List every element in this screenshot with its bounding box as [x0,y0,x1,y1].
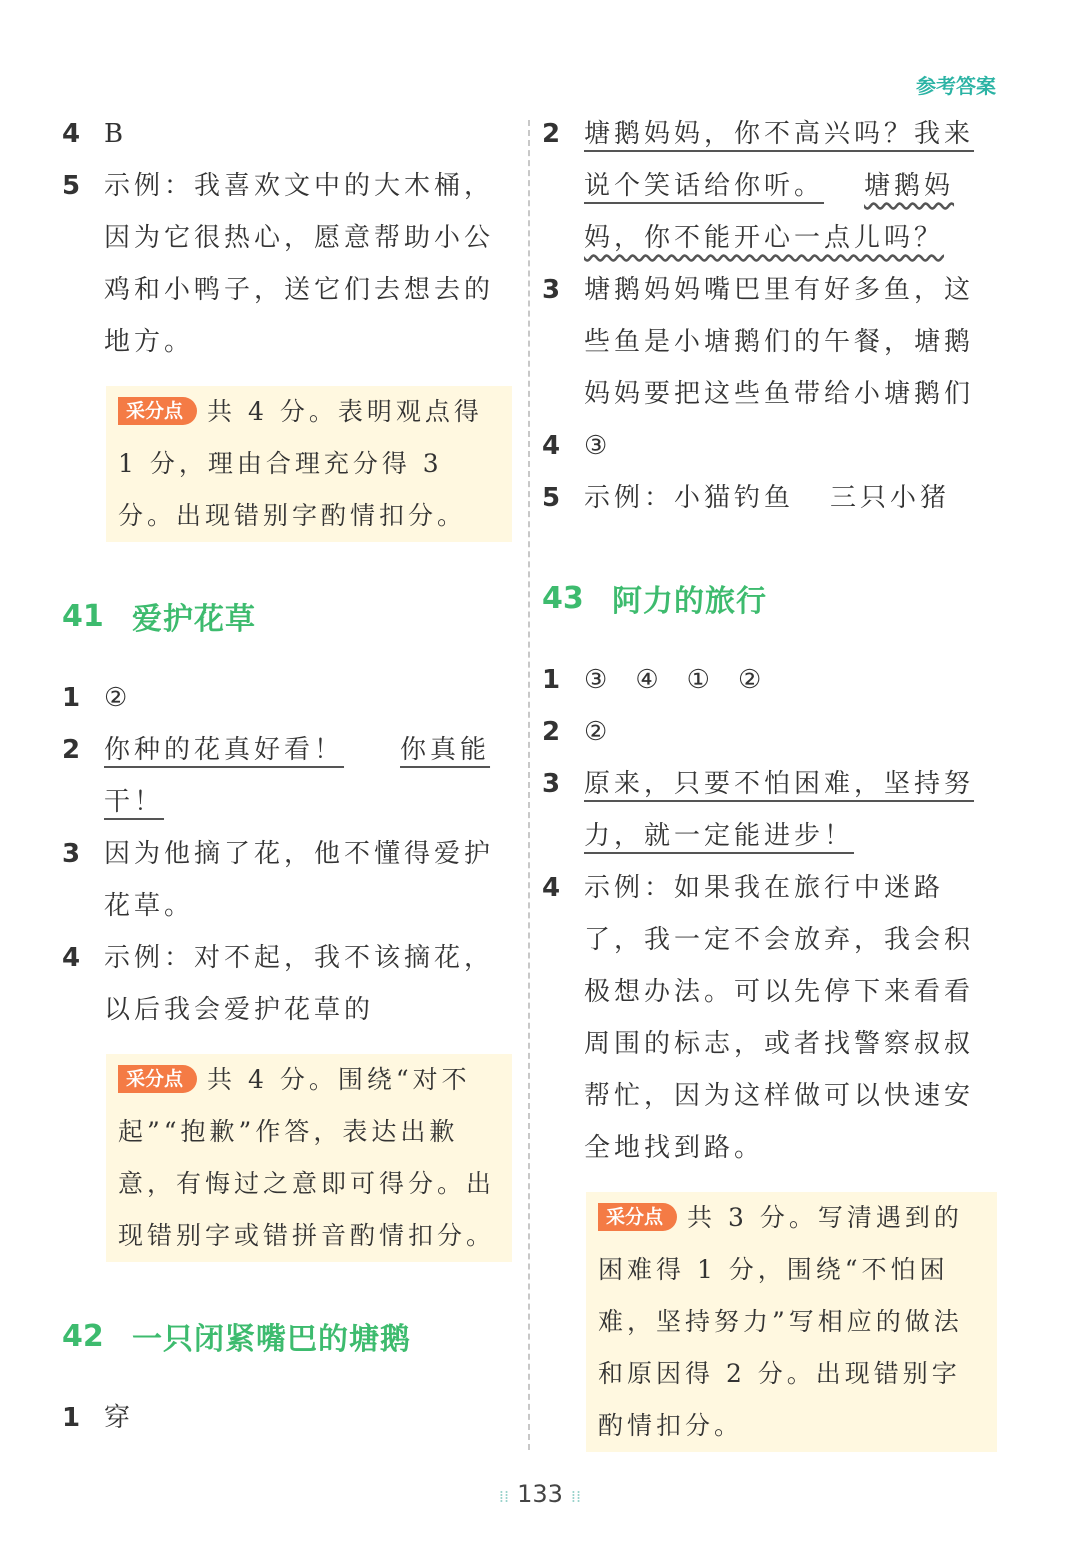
question-number: 3 [542,275,561,305]
underlined-answer: 塘鹅妈妈，你不高兴吗？我来说个笑话给你听。 [584,119,975,201]
section-title: 一只闭紧嘴巴的塘鹅 [132,1322,411,1357]
question-4 [542,862,997,1174]
answer-text: ③ [584,431,612,461]
underlined-answer: 你种的花真好看！ [104,735,345,765]
answer-choice: ① [686,665,710,695]
page-number [0,1480,1080,1508]
reference-answers-label: 参考答案 [916,74,996,98]
answer-choice: ② [737,665,762,695]
scoring-text: 共 4 分。围绕“对不起”“抱歉”作答，表达出歉意，有悔过之意即可得分。出现错别字或错拼音酌情扣分。 [118,1065,496,1250]
question-2 [62,724,512,828]
answer-text: 因为他摘了花，他不懂得爱护花草。 [104,839,495,921]
section-41-heading [62,586,512,646]
question-1 [62,672,512,724]
scoring-tag: 采分点 [118,397,197,425]
scoring-box [106,386,512,542]
section-title: 阿力的旅行 [612,584,767,619]
scoring-text: 共 4 分。表明观点得 1 分，理由合理充分得 3 分。出现错别字酌情扣分。 [118,397,483,530]
answer-text: 示例：如果我在旅行中迷路了，我一定不会放弃，我会积极想办法。可以先停下来看看周围的标志，或者找警察叔叔帮忙，因为这样做可以快速安全地找到路。 [584,873,975,1163]
answer-choice: ④ [635,665,659,695]
section-title: 爱护花草 [132,602,256,637]
question-4 [542,420,997,472]
question-1 [62,1392,512,1444]
section-number: 41 [62,598,104,634]
question-number: 2 [542,717,561,747]
question-number: 4 [62,119,81,149]
wavy-underlined-answer: 塘鹅妈妈，你不能开心一点儿吗？ [584,171,955,253]
answer-text: ② [104,683,132,713]
scoring-box [586,1192,997,1452]
question-number: 5 [62,171,81,201]
question-number: 4 [542,431,561,461]
section-number: 43 [542,580,584,616]
page-number-decoration-left: ⁞⁞ [498,1487,510,1506]
question-1 [542,654,997,706]
question-5 [542,472,997,524]
right-column [542,108,997,1462]
section-42-heading [62,1306,512,1366]
answer-text: B [104,119,128,149]
question-3 [542,264,997,420]
question-4 [62,932,512,1036]
question-number: 2 [62,735,81,765]
answer-choice: ③ [584,665,608,695]
question-3 [542,758,997,862]
answer-text: 示例：我喜欢文中的大木桶，因为它很热心，愿意帮助小公鸡和小鸭子，送它们去想去的地方。 [104,171,495,357]
question-4 [62,108,512,160]
question-number: 4 [62,943,81,973]
question-number: 4 [542,873,561,903]
section-43-heading [542,568,997,628]
question-number: 5 [542,483,561,513]
question-number: 3 [62,839,81,869]
question-5 [62,160,512,368]
answer-text-2: 三只小猪 [830,483,951,513]
underlined-answer: 原来，只要不怕困难，坚持努力，就一定能进步！ [584,769,975,851]
question-number: 2 [542,119,561,149]
left-column [62,108,512,1444]
scoring-tag: 采分点 [118,1065,197,1093]
question-2 [542,108,997,264]
question-number: 1 [542,665,561,695]
question-number: 3 [542,769,561,799]
answer-text: ② [584,717,612,747]
question-number: 1 [62,1403,81,1433]
section-number: 42 [62,1318,104,1354]
scoring-box [106,1054,512,1262]
column-divider [528,120,530,1450]
answer-text: 示例：小猫钓鱼 [584,483,795,513]
scoring-text: 共 3 分。写清遇到的困难得 1 分，围绕“不怕困难，坚持努力”写相应的做法和原因得 2 分。出现错别字酌情扣分。 [598,1203,963,1440]
answer-text: 穿 [104,1403,135,1433]
question-2 [542,706,997,758]
page-number-text: 133 [517,1480,563,1508]
underlined-answer: 你真能干！ [104,735,491,817]
answer-text: 塘鹅妈妈嘴巴里有好多鱼，这些鱼是小塘鹅们的午餐，塘鹅妈妈要把这些鱼带给小塘鹅们 [584,275,975,409]
question-3 [62,828,512,932]
page-number-decoration-right: ⁞⁞ [570,1487,582,1506]
answer-text: 示例：对不起，我不该摘花，以后我会爱护花草的 [104,943,495,1025]
question-number: 1 [62,683,81,713]
scoring-tag: 采分点 [598,1203,677,1231]
